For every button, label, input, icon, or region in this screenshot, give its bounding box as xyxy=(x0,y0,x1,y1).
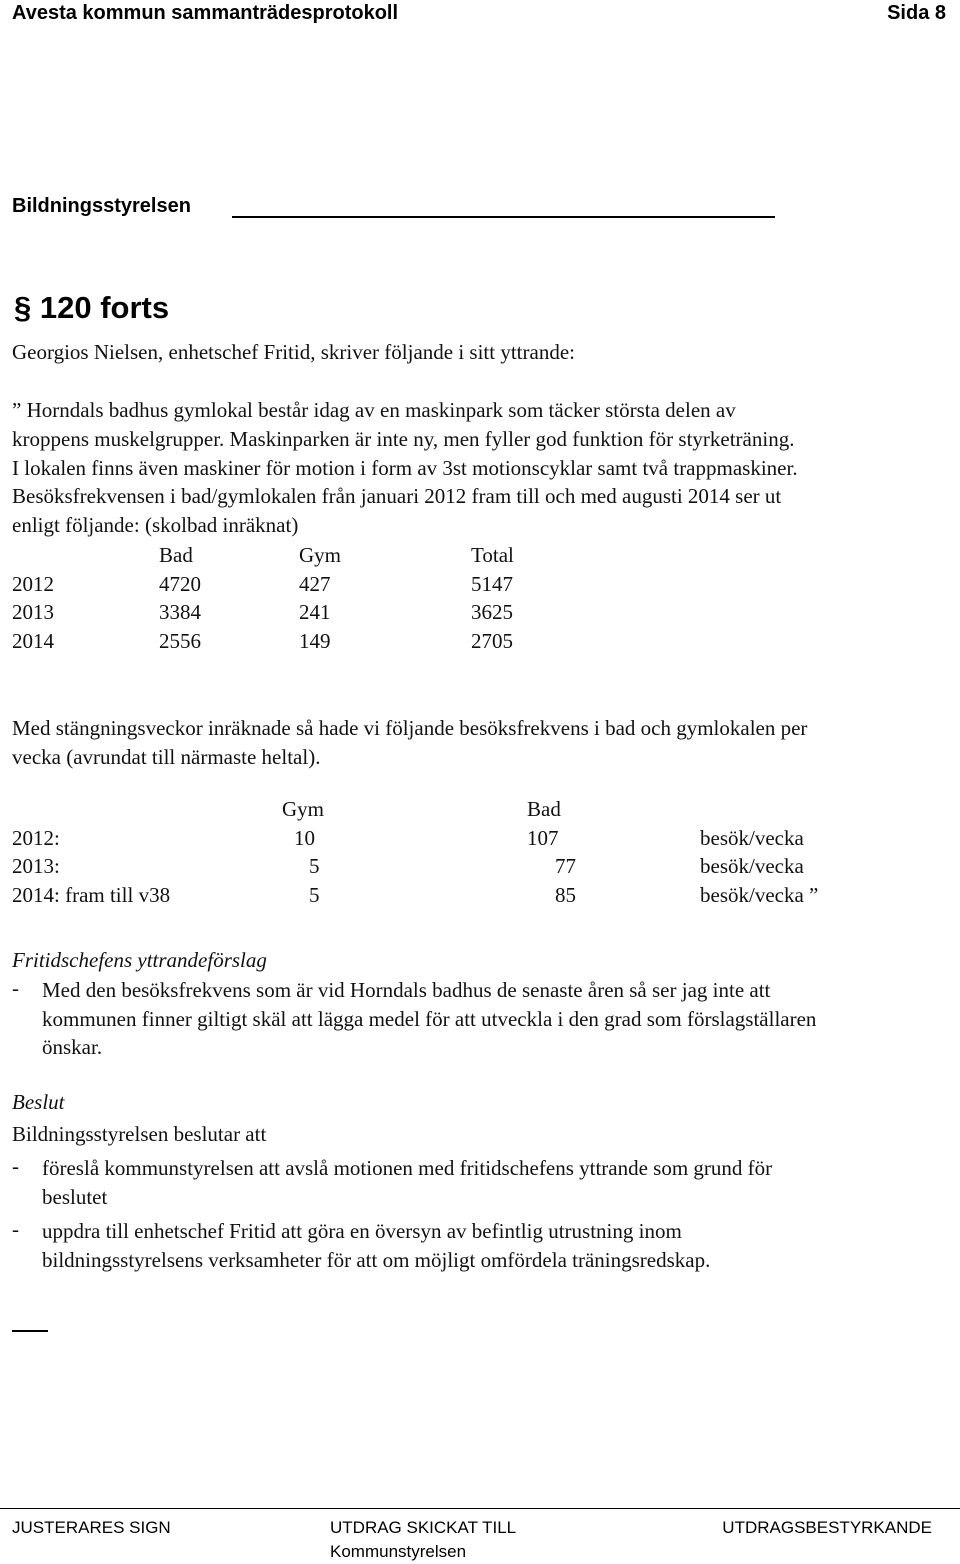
table-header-cell: Gym xyxy=(282,797,324,821)
table-cell: 3384 xyxy=(159,600,201,624)
table-cell: besök/vecka xyxy=(700,854,804,878)
decision-text xyxy=(42,1217,710,1274)
table-cell: 2556 xyxy=(159,628,201,653)
table-header-row xyxy=(12,543,551,572)
bullet-dash: - xyxy=(12,976,19,1000)
proposal-line: kommunen finner giltigt skäl att lägga medel för att utveckla i den grad som förslagställaren xyxy=(42,1006,817,1031)
proposal-heading: Fritidschefens yttrandeförslag xyxy=(12,948,267,972)
table-header-cell: Bad xyxy=(159,543,193,567)
section-end-line xyxy=(12,1330,48,1332)
table-header-cell xyxy=(12,543,159,572)
quote-line: I lokalen finns även maskiner för motion i form av 3st motionscyklar samt två trappmaskiner. xyxy=(12,455,798,480)
table-cell: 4720 xyxy=(159,571,201,596)
table-cell: 85 xyxy=(555,882,576,907)
table-cell: 2012 xyxy=(12,571,54,596)
table-cell: 10 xyxy=(294,825,315,850)
weekly-intro-line: Med stängningsveckor inräknade så hade vi följande besöksfrekvens i bad och gymlokalen per xyxy=(12,716,808,740)
table-cell: 2014: fram till v38 xyxy=(12,882,171,907)
board-name: Bildningsstyrelsen xyxy=(12,195,191,217)
footer-divider xyxy=(0,1508,960,1509)
visits-table xyxy=(12,543,551,657)
table-cell: 5 xyxy=(309,854,320,878)
table-header-cell: Bad xyxy=(527,797,561,821)
table-row xyxy=(12,854,860,883)
decision-item xyxy=(0,1154,960,1214)
quote-line: ” Horndals badhus gymlokal består idag av en maskinpark som täcker största delen av xyxy=(12,398,736,422)
document-title: Avesta kommun sammanträdesprotokoll xyxy=(12,2,399,24)
weekly-intro xyxy=(12,714,807,772)
table-cell: 241 xyxy=(299,600,331,624)
quote-block xyxy=(12,396,798,540)
decision-text xyxy=(42,1154,772,1211)
table-row xyxy=(12,883,860,912)
proposal-text xyxy=(42,976,816,1062)
table-cell: 427 xyxy=(299,571,331,596)
table-cell: 2012: xyxy=(12,825,60,850)
bullet-dash: - xyxy=(12,1154,19,1178)
board-underline xyxy=(232,216,775,218)
decision-line: uppdra till enhetschef Fritid att göra en översyn av befintlig utrustning inom xyxy=(42,1219,682,1243)
table-cell: 5147 xyxy=(471,571,513,596)
footer-sent-to xyxy=(330,1516,516,1564)
section-title: § 120 forts xyxy=(14,290,170,325)
proposal-line: Med den besöksfrekvens som är vid Horndals badhus de senaste åren så ser jag inte att xyxy=(42,978,771,1002)
table-cell: 77 xyxy=(555,854,576,878)
table-cell: 5 xyxy=(309,882,320,907)
weekly-visits-table xyxy=(12,797,860,911)
decision-heading: Beslut xyxy=(12,1090,65,1114)
decision-item xyxy=(0,1217,960,1277)
table-cell: 107 xyxy=(527,825,559,850)
table-header-cell: Gym xyxy=(299,543,341,567)
decision-line: bildningsstyrelsens verksamheter för att om möjligt omfördela träningsredskap. xyxy=(42,1247,711,1272)
table-header-cell xyxy=(12,797,282,826)
quote-line: Besöksfrekvensen i bad/gymlokalen från januari 2012 fram till och med augusti 2014 ser ut xyxy=(12,484,782,509)
page-number: Sida 8 xyxy=(887,2,946,24)
table-cell: 149 xyxy=(299,628,331,653)
proposal-line: önskar. xyxy=(42,1035,103,1059)
footer-sign-label: JUSTERARES SIGN xyxy=(12,1518,171,1537)
table-row xyxy=(12,572,551,601)
table-row xyxy=(12,600,551,629)
quote-line: kroppens muskelgrupper. Maskinparken är inte ny, men fyller god funktion för styrketräning. xyxy=(12,426,795,451)
table-cell: 2014 xyxy=(12,628,54,653)
decision-line: föreslå kommunstyrelsen att avslå motionen med fritidschefens yttrande som grund för xyxy=(42,1156,773,1180)
bullet-dash: - xyxy=(12,1217,19,1241)
table-header-row xyxy=(12,797,860,826)
table-cell: 2013: xyxy=(12,854,60,878)
table-header-cell xyxy=(700,797,860,826)
table-row xyxy=(12,826,860,855)
footer-sent-to-label: UTDRAG SKICKAT TILL xyxy=(330,1518,517,1537)
decision-line: beslutet xyxy=(42,1184,108,1209)
table-cell: 3625 xyxy=(471,600,513,624)
footer-certification-label: UTDRAGSBESTYRKANDE xyxy=(722,1518,932,1537)
table-cell: besök/vecka ” xyxy=(700,882,819,907)
weekly-intro-line: vecka (avrundat till närmaste heltal). xyxy=(12,744,321,769)
footer-sent-to-recipient: Kommunstyrelsen xyxy=(330,1542,467,1561)
intro-text: Georgios Nielsen, enhetschef Fritid, skriver följande i sitt yttrande: xyxy=(12,340,575,364)
proposal-item xyxy=(0,976,960,1066)
table-row xyxy=(12,629,551,658)
table-header-cell: Total xyxy=(471,543,514,567)
quote-line: enligt följande: (skolbad inräknat) xyxy=(12,513,299,538)
table-cell: 2013 xyxy=(12,600,54,624)
table-cell: 2705 xyxy=(471,628,513,653)
table-cell: besök/vecka xyxy=(700,825,804,850)
decision-intro: Bildningsstyrelsen beslutar att xyxy=(12,1122,267,1146)
